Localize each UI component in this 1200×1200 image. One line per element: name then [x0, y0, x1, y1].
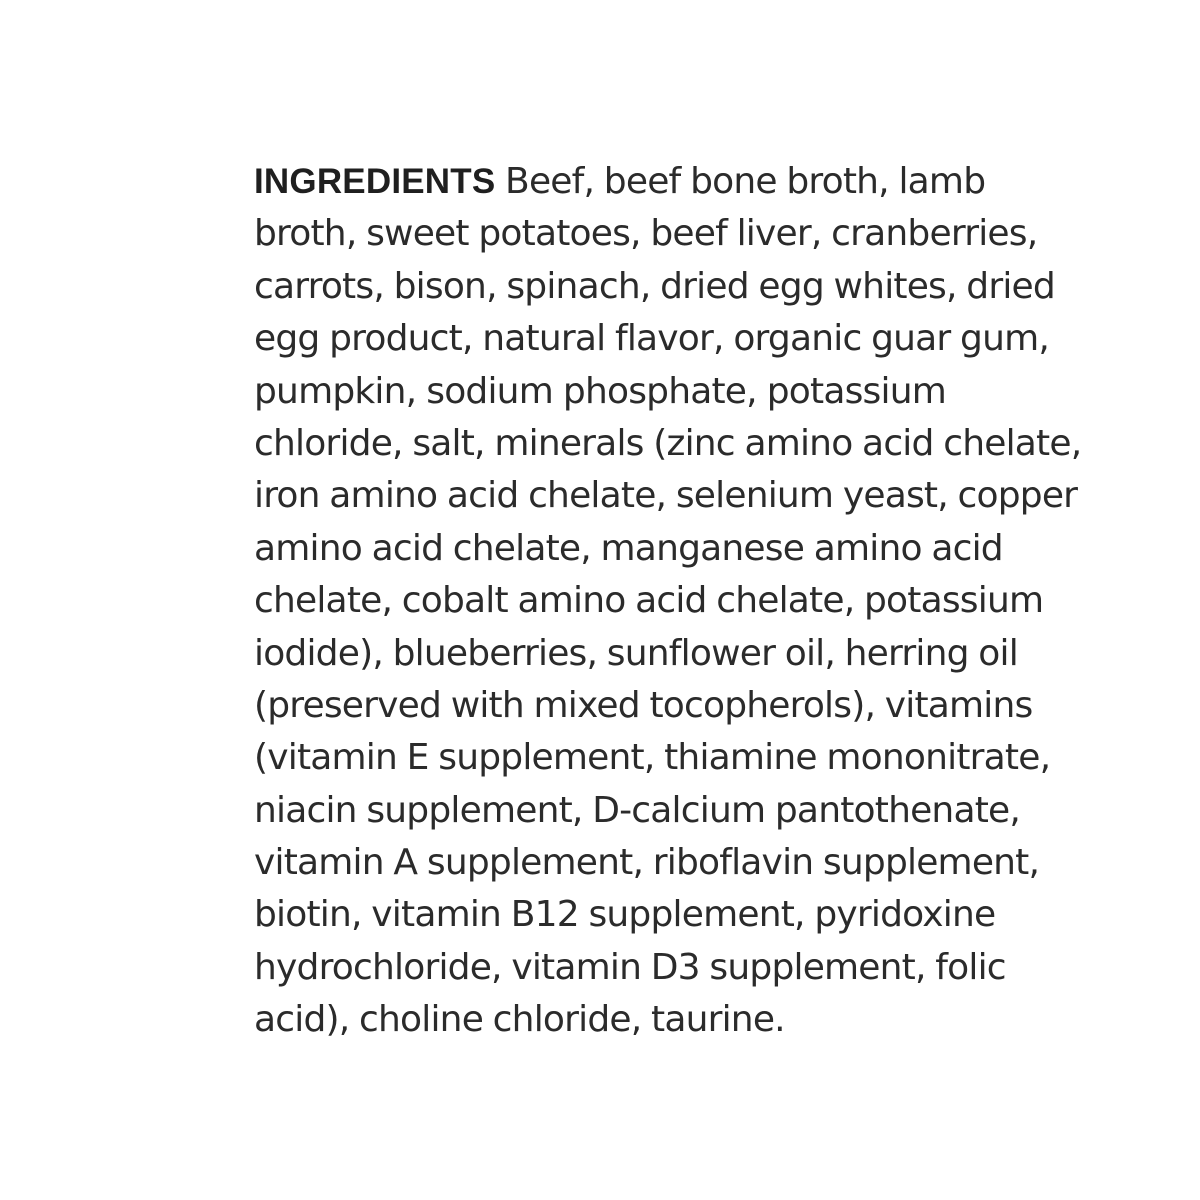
ingredients-line-11: (preserved with mixed tocopherols), vitamins: [254, 684, 1033, 726]
ingredients-line-9: chelate, cobalt amino acid chelate, potassium: [254, 580, 1044, 622]
ingredients-line-12: (vitamin E supplement, thiamine mononitrate,: [254, 737, 1051, 779]
ingredients-line-17: acid), choline chloride, taurine.: [254, 999, 785, 1041]
ingredients-line-1: [254, 156, 986, 208]
ingredients-line-4: egg product, natural flavor, organic guar gum,: [254, 318, 1050, 360]
ingredients-text: [254, 156, 1082, 1047]
ingredients-line-10: iodide), blueberries, sunflower oil, herring oil: [254, 632, 1018, 674]
ingredients-heading: INGREDIENTS: [254, 162, 496, 201]
ingredients-line-13: niacin supplement, D-calcium pantothenate,: [254, 789, 1021, 831]
ingredients-line-2: broth, sweet potatoes, beef liver, cranberries,: [254, 213, 1038, 255]
ingredients-line-3: carrots, bison, spinach, dried egg whites, dried: [254, 265, 1055, 307]
ingredients-line-6: chloride, salt, minerals (zinc amino acid chelate,: [254, 422, 1082, 464]
ingredients-line-8: amino acid chelate, manganese amino acid: [254, 527, 1003, 569]
ingredients-line-14: vitamin A supplement, riboflavin supplement,: [254, 842, 1040, 884]
ingredients-line-15: biotin, vitamin B12 supplement, pyridoxine: [254, 894, 996, 936]
ingredients-line-5: pumpkin, sodium phosphate, potassium: [254, 370, 946, 412]
ingredients-line-1-text: Beef, beef bone broth, lamb: [505, 161, 986, 202]
ingredients-line-7: iron amino acid chelate, selenium yeast, copper: [254, 475, 1078, 517]
ingredients-line-16: hydrochloride, vitamin D3 supplement, folic: [254, 946, 1006, 988]
